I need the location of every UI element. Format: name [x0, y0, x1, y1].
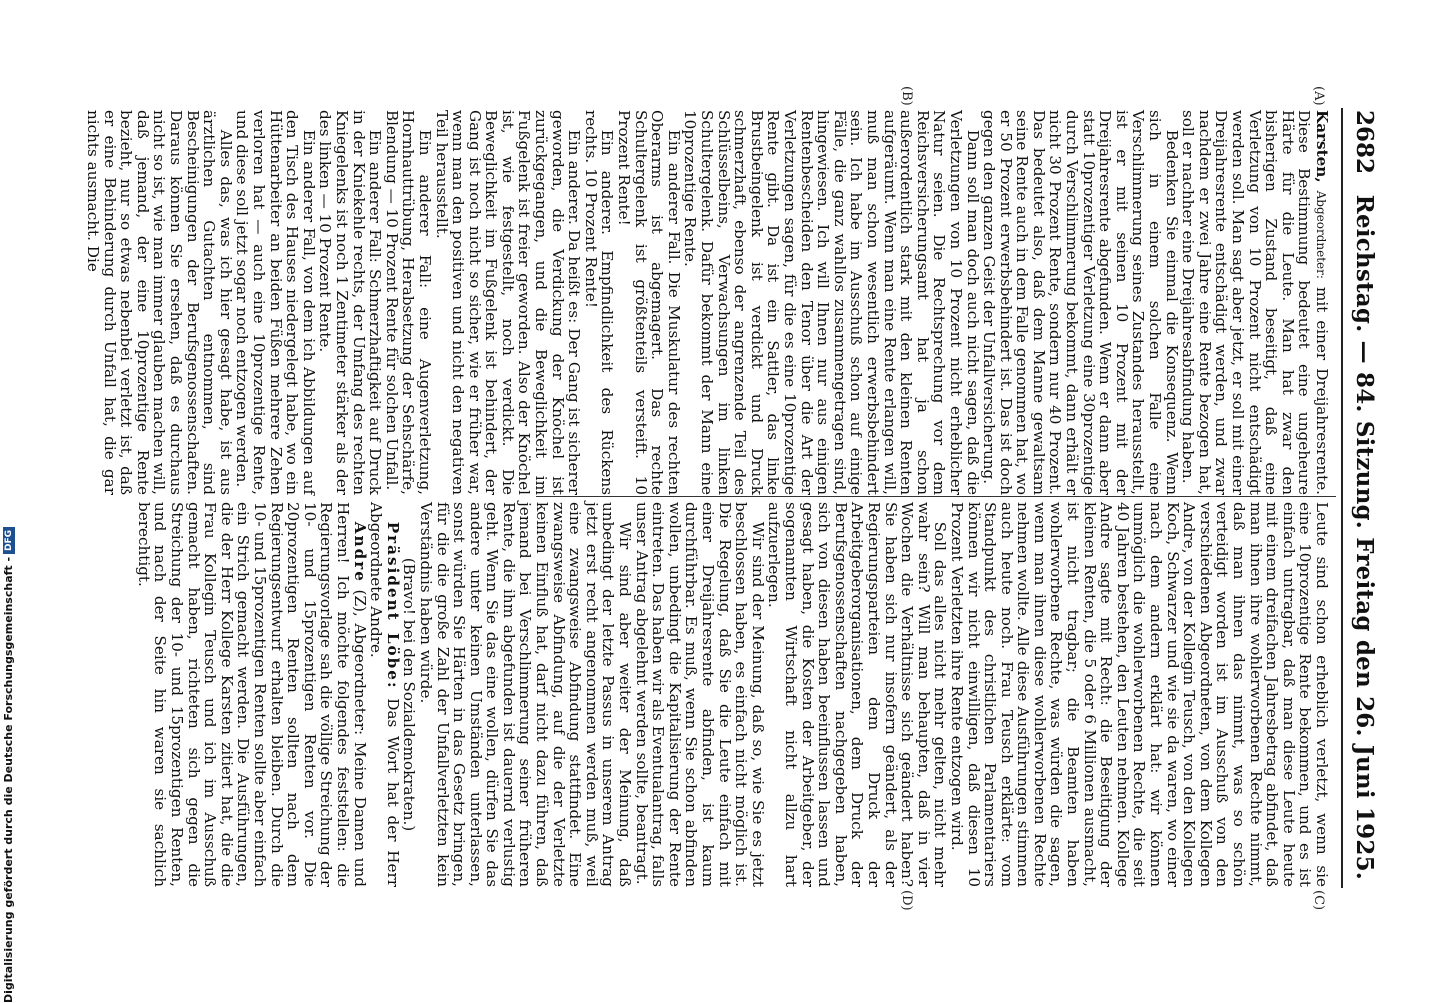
margin-marker-b: (B) — [899, 86, 914, 106]
paragraph: Dann soll man doch auch nicht sagen, daß die Verletzungen von 10 Prozent nicht erheblicher Natur seien. Die Rechtsprechung vor dem Reichsversicherungsamt hat ja schon außerordentlich stark mit den kleinen Renten aufgeräumt. Wenn man eine Rente erlangen will, muß man schon wesentlich erwerbsbehindert sein. Ich habe im Ausschuß schon auf einige Fälle, die ganz wahllos zusammengetragen sind, hingewiesen. Ich will Ihnen nur aus einigen Rentenbescheiden den Tenor über die Art der Verletzungen sagen, für die es eine 10prozentige Rente gibt. Da ist ein Sattler, das linke Brustbeingelenk ist verdickt und Druck schmerzhaft, ebenso der angrenzende Teil des Schlüsselbeins, Verwachsungen im linken Schultergelenk. Dafür bekommt der Mann eine 10prozentige Rente. — [681, 110, 982, 495]
speaker-role: Abgeordneter: — [1314, 190, 1328, 279]
president-name: Präsident Löbe: — [383, 521, 402, 690]
paragraph — [1180, 110, 1330, 495]
paragraph-text: (Z), Abgeordneter: Meine Damen und Herren! Ich möchte folgendes feststellen: die Regierungsvorlage sah die völlige Streichung der 10- und 15prozentigen Renten vor. Die 20prozentigen Renten sollten nach dem Regierungsentwurf erhalten bleiben. Durch die 10- und 15prozentigen Renten sollte aber einfach ein Strich gemacht werden. Die Ausführungen, die der Herr Kollege Karsten zitiert hat, die die Frau Kollegin Teusch und ich im Ausschuß gemacht haben, richteten sich gegen die Streichung der 10- und 15prozentigen Renten, und nach der Seite hin waren sie sachlich berechtigt. — [134, 502, 369, 887]
paragraph: Ein anderer Fall, von dem ich Abbildungen auf den Tisch des Hauses niedergelegt habe, wo ein Hüttenarbeiter an beiden Füßen mehrere Zehen verloren hat — auch eine 10prozentige Rente, und diese soll jetzt sogar noch entzogen werden. — [233, 110, 318, 495]
text-column-right — [135, 502, 1330, 887]
paragraph — [135, 502, 367, 887]
margin-marker-c: (C) — [1311, 890, 1326, 911]
margin-marker-d: (D) — [899, 890, 914, 911]
digitization-credit — [2, 527, 20, 1003]
paragraph-text: Das Wort hat der Herr Abgeordnete Andre. — [367, 502, 402, 887]
paragraph: Bedenken Sie einmal die Konsequenz. Wenn sich in einem solchen Falle eine Verschlimmerung seines Zustandes herausstellt, ist er mit seinen 10 Prozent mit der Dreijahresrente abgefunden. Wenn er dann aber statt 10prozentiger Verletzung eine 30prozentige durch Verschlimmerung bekommt, dann erhält er nicht 30 Prozent Rente, sondern nur 40 Prozent. Das bedeutet also, daß dem Manne gewaltsam seine Rente auch in dem Falle genommen hat, wo er 50 Prozent erwerbsbehindert ist. Das ist doch gegen den ganzen Geist der Unfallversicherung. — [980, 110, 1181, 495]
paragraph-text: mit einer Dreijahresrente. Diese Bestimmung bedeutet eine ungeheure Härte für die Leute. Man hat zwar den bisherigen Zustand beseitigt, daß eine Verletzung von 10 Prozent nicht entschädigt werden soll. Man sagt aber jetzt, er soll mit einer Dreijahresrente entschädigt werden, und zwar nachdem er zwei Jahre eine Rente bezogen hat, soll er nachher eine Dreijahresabfindung haben. — [1179, 110, 1331, 496]
page-number: 2682 — [1351, 110, 1378, 175]
credit-text: Digitalisierung gefördert durch die Deutsche Forschungsgemeinschaft - — [2, 556, 15, 1003]
dfg-logo: DFG — [3, 527, 15, 554]
paragraph: Leute sind schon erheblich verletzt, wenn sie eine 10prozentige Rente bekommen, und es ist einfach untragbar, daß man diese Leute heute mit einem dreifachen Jahresbetrag abfindet, daß man ihnen ihre wohlerworbenen Rechte nimmt, daß man ihnen das nimmt, was so schön verteidigt worden ist im Ausschuß von den verschiedenen Abgeordneten, von dem Kollegen Andre, von der Kollegin Teusch, von den Kollegen Koch, Schwarzer und wie sie da waren, wo einer nach dem andern erklärt hat: wir können unmöglich die wohlerworbenen Rechte, die seit 40 Jahren bestehen, den Leuten nehmen. Kollege Andre sagte mit Recht: die Beseitigung der kleinen Renten, die 5 oder 6 Millionen ausmacht, ist nicht tragbar; die Beamten haben wohlerworbene Rechte, was würden die sagen, wenn man ihnen diese wohlerworbenen Rechte nehmen wollte. Alle diese Ausführungen stimmen auch heute noch. Frau Teusch erklärte: vom Standpunkt des christlichen Parlamentariers können wir nicht einwilligen, daß diesen 10 Prozent Verletzten ihre Rente entzogen wird. — [947, 502, 1331, 887]
paragraph: Wir sind aber weiter der Meinung, daß unbedingt der letzte Passus in unserem Antrag jetzt erst recht angenommen werden muß, weil eine zwangsweise Abfindung stattfindet. Eine zwangsweise Abfindung, auf die der Verletzte keinen Einfluß hat, darf nicht dazu führen, daß jemand bei Verschlimmerung seiner früheren Rente, die ihm abgefunden ist dauernd verlustig geht. Wenn Sie das eine wollen, dürfen Sie das andere unter keinen Umständen unterlassen, sonst würden Sie Härten in das Gesetz bringen, für die die große Zahl der Unfallverletzten kein Verständnis haben würde. — [416, 502, 635, 887]
paragraph: Ein anderer. Empfindlichkeit des Rückens rechts. 10 Prozent Rente! — [581, 110, 617, 495]
paragraph: Soll das alles nicht mehr gelten, nicht mehr wahr sein? Will man behaupten, daß in vier Wochen die Verhältnisse sich geändert haben? Sie haben sich nur insofern geändert, als der Regierungsparteien dem Druck der Arbeitgeberorganisationen, dem Druck der Berufsgenossenschaften nachgegeben haben, sich von diesen haben beeinflussen lassen und gesagt haben, die Kosten der Arbeitgeber, der sogenannten Wirtschaft nicht allzu hart aufzuerlegen. — [765, 502, 950, 887]
paragraph: Ein anderer Fall: eine Augenverletzung, Hornhauttrübung, Herabsetzung der Sehschärfe, Blendung — 10 Prozent Rente für solchen Unfall. — [382, 110, 434, 495]
applause-note: (Bravo! bei den Sozialdemokraten.) — [400, 557, 419, 832]
page-header — [1348, 110, 1382, 880]
margin-marker-a: (A) — [1311, 86, 1326, 106]
paragraph: Wir sind der Meinung, daß so, wie Sie es jetzt beschlossen haben, es einfach nicht möglich ist. Die Regelung, daß Sie die Leute einfach mit einer Dreijahresrente abfinden, ist kaum durchführbar. Es muß, wenn Sie schon abfinden wollen, unbedingt die Kapitalisierung der Rente eintreten. Das haben wir als Eventualantrag, falls unser Antrag abgelehnt werden sollte, beantragt. — [632, 502, 767, 887]
paragraph: Ein anderer Fall. Die Muskulatur des rechten Oberarms ist abgemagert. Das rechte Schultergelenk ist größtenteils versteift. 10 Prozent Rente! — [615, 110, 683, 495]
paragraph: Ein anderer. Da heißt es: Der Gang ist sicherer geworden, die Verdickung der Knöchel ist zurückgegangen, und die Beweglichkeit im Fußgelenk ist freier geworden. Also der Knöchel ist, wie festgestellt, noch verdickt. Die Beweglichkeit im Fußgelenk ist behindert, der Gang ist noch nicht so sicher, wie er früher war, wenn man den positiven und nicht den negativen Teil herausstellt. — [432, 110, 584, 495]
header-rule — [1341, 108, 1343, 888]
speaker-name: Andre — [350, 521, 369, 583]
paragraph: Alles das, was ich hier gesagt habe, ist aus ärztlichen Gutachten entnommen, sind Bescheinigungen der Berufsgenossenschaften. Daraus können Sie ersehen, daß es durchaus nicht so ist, wie man immer glauben machen will, daß jemand, der eine 10prozentige Rente bezieht, nur so etwas nebenbei verletzt ist, daß er eine Behinderung durch Unfall hat, die gar nichts ausmacht. Die — [84, 110, 235, 495]
running-head: Reichstag. — 84. Sitzung. Freitag den 26. Juni 1925. — [1351, 194, 1378, 880]
column-divider — [536, 496, 1336, 497]
paragraph: Ein anderer Fall: Schmerzhaftigkeit auf Druck in der Kniekehle rechts, der Umfang des rechten Kniegelenks ist noch 1 Zentimeter stärker als der des linken — 10 Prozent Rente. — [316, 110, 385, 495]
speaker-name: Karsten, — [1313, 110, 1331, 183]
paragraph — [368, 502, 401, 887]
text-column-left — [84, 110, 1330, 495]
